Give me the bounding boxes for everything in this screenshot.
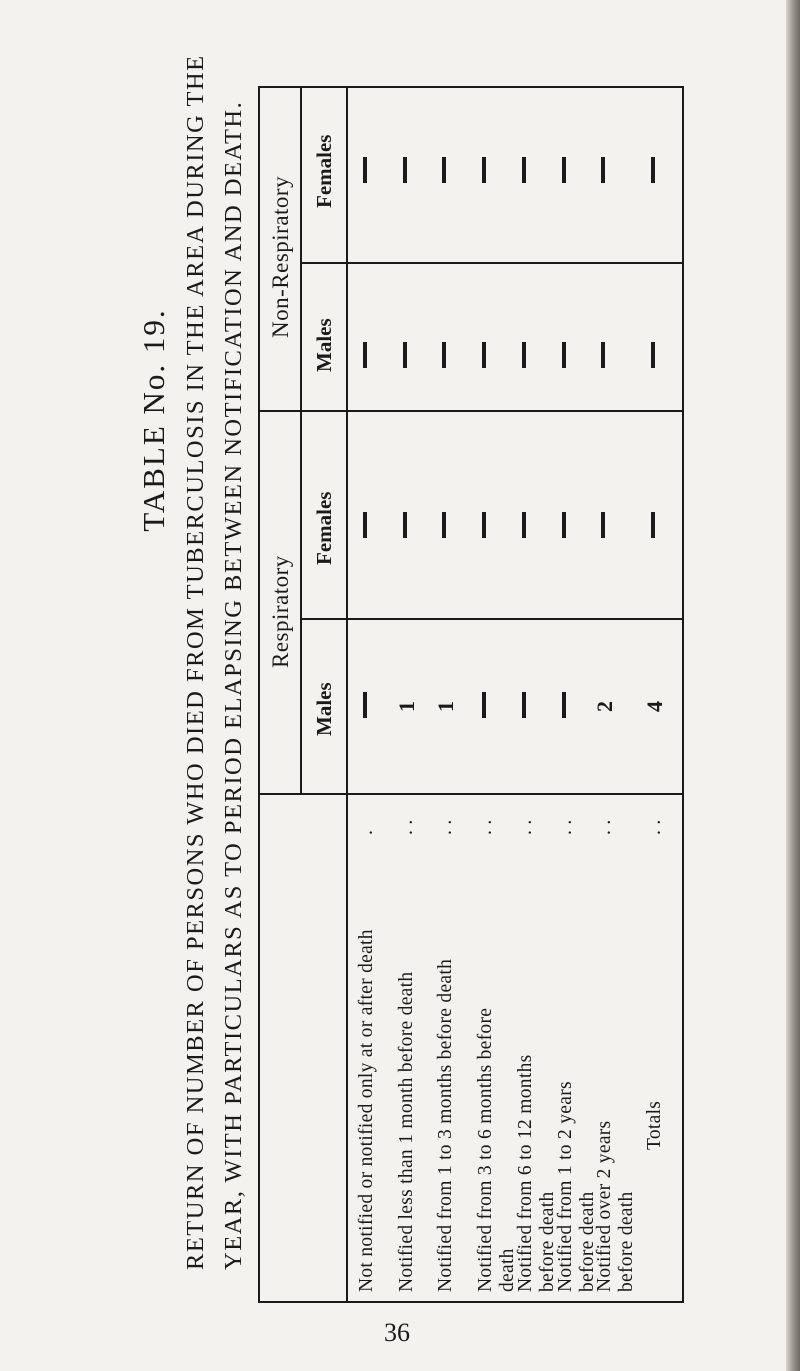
table-border-bottom [258, 1301, 684, 1303]
cell-value-resp-males: 1 [433, 701, 458, 712]
header-resp-females: Females [312, 491, 336, 565]
cell-dash-nonresp-females [562, 157, 566, 183]
table-border-left [258, 86, 260, 1303]
page-edge [786, 0, 800, 1371]
cell-dash-resp-females [363, 512, 367, 538]
divider-group-col [300, 86, 302, 795]
table-border-right [682, 86, 684, 1303]
cell-dash-resp-females [651, 512, 655, 538]
row-label-4: Notified from 6 to 12 months before death [515, 1054, 558, 1292]
cell-dash-resp-females [522, 512, 526, 538]
cell-dash-resp-females [482, 512, 486, 538]
table-label: TABLE No. 19. [136, 308, 171, 532]
cell-dash-nonresp-males [562, 342, 566, 368]
cell-dash-resp-males [562, 692, 566, 718]
cell-dash-resp-females [601, 512, 605, 538]
title-line-2: YEAR, WITH PARTICULARS AS TO PERIOD ELAPSING BETWEEN NOTIFICATION AND DEATH. [220, 100, 247, 1270]
row-dots-6: . . [594, 819, 615, 835]
row-label-1: Notified less than 1 month before death [396, 971, 417, 1292]
divider-sex-col [346, 86, 348, 1303]
cell-dash-resp-females [403, 512, 407, 538]
row-label-6: Notified over 2 years before death [594, 1120, 637, 1292]
row-label-3: Notified from 3 to 6 months before death [475, 1007, 518, 1292]
cell-dash-resp-males [482, 692, 486, 718]
totals-dots: . . [644, 819, 665, 835]
header-non-respiratory: Non-Respiratory [268, 175, 293, 338]
cell-dash-nonresp-males [363, 342, 367, 368]
row-dots-5: . . [555, 819, 576, 835]
header-respiratory: Respiratory [268, 555, 293, 668]
cell-dash-resp-females [562, 512, 566, 538]
row-dots-3: . . [475, 819, 496, 835]
title-line-1: RETURN OF NUMBER OF PERSONS WHO DIED FROM TUBERCULOSIS IN THE AREA DURING THE [182, 54, 209, 1270]
header-nonresp-males: Males [312, 318, 336, 372]
cell-value-resp-males: 4 [642, 701, 667, 712]
cell-dash-nonresp-females [363, 157, 367, 183]
cell-dash-nonresp-males [442, 342, 446, 368]
page-number: 36 [384, 1318, 410, 1347]
divider-header-body [258, 793, 684, 795]
cell-dash-nonresp-females [522, 157, 526, 183]
row-dots-2: . . [435, 819, 456, 835]
row-label-5: Notified from 1 to 2 years before death [555, 1081, 598, 1292]
divider-resp-sex [300, 618, 684, 620]
cell-dash-nonresp-females [651, 157, 655, 183]
totals-label: Totals [644, 1100, 665, 1150]
row-dots-1: . . [396, 819, 417, 835]
row-dots-0: . [356, 829, 377, 835]
cell-value-resp-males: 1 [394, 701, 419, 712]
cell-dash-nonresp-females [403, 157, 407, 183]
cell-dash-nonresp-males [601, 342, 605, 368]
cell-dash-resp-males [522, 692, 526, 718]
cell-dash-nonresp-males [651, 342, 655, 368]
cell-dash-nonresp-females [601, 157, 605, 183]
cell-dash-nonresp-males [522, 342, 526, 368]
cell-dash-nonresp-males [482, 342, 486, 368]
divider-nonresp-resp [258, 410, 684, 412]
cell-value-resp-males: 2 [592, 701, 617, 712]
divider-nonresp-sex [300, 262, 684, 264]
table-border-top [258, 86, 684, 88]
header-resp-males: Males [312, 682, 336, 736]
cell-dash-resp-females [442, 512, 446, 538]
cell-dash-resp-males [363, 692, 367, 718]
cell-dash-nonresp-females [442, 157, 446, 183]
row-dots-4: . . [515, 819, 536, 835]
row-label-0: Not notified or notified only at or after death [356, 929, 377, 1292]
row-label-2: Notified from 1 to 3 months before death [435, 958, 456, 1292]
cell-dash-nonresp-females [482, 157, 486, 183]
cell-dash-nonresp-males [403, 342, 407, 368]
header-nonresp-females: Females [312, 134, 336, 208]
